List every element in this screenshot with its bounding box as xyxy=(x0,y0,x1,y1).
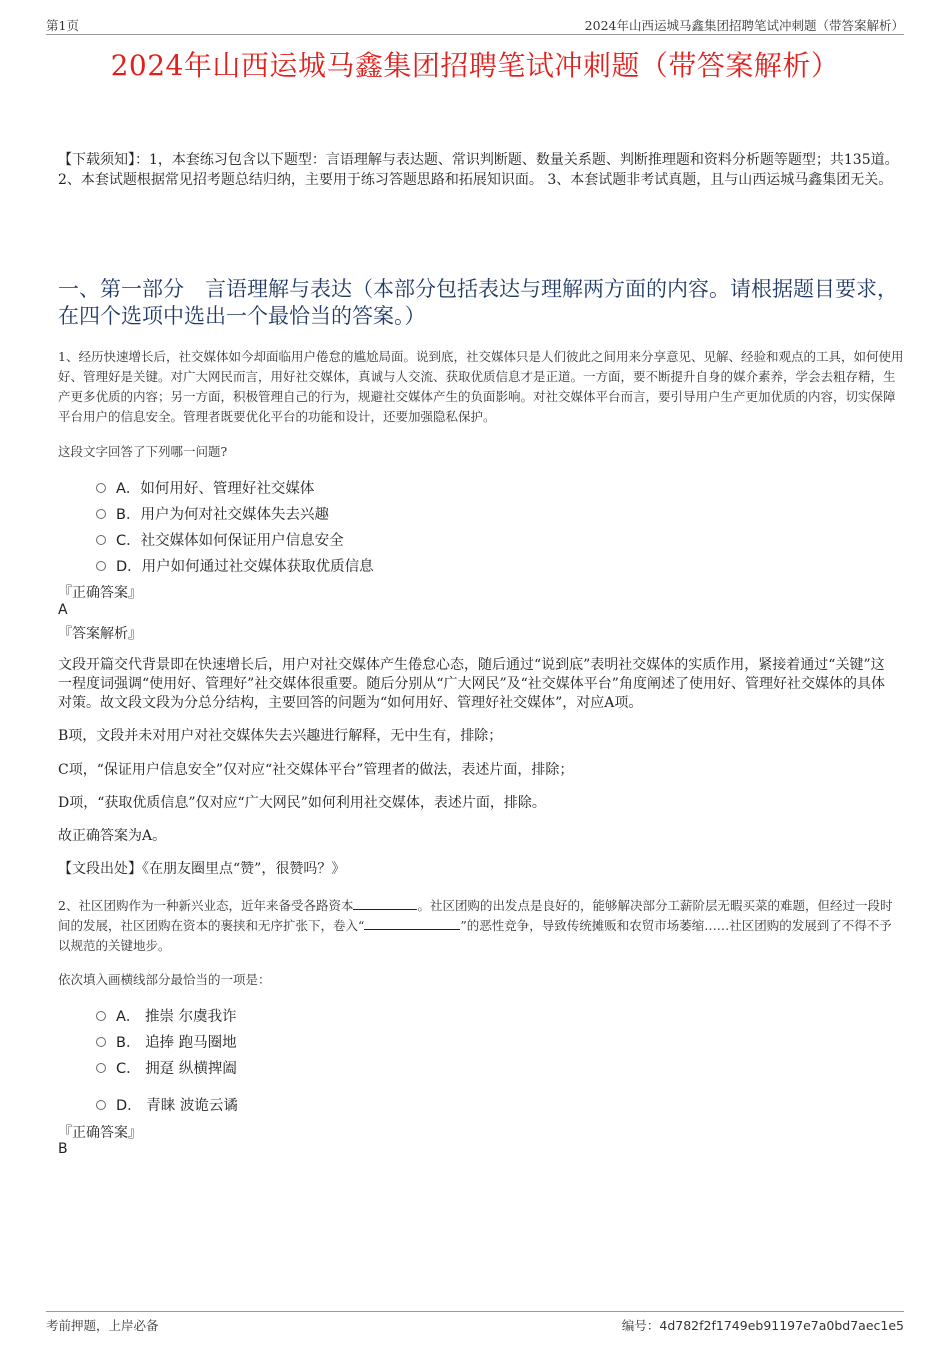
q2-option-d[interactable]: D． 青睐 波诡云谲 xyxy=(96,1094,238,1115)
radio-icon[interactable] xyxy=(96,483,106,493)
q1-text-source: 【文段出处】《在朋友圈里点“赞”，很赞吗？》 xyxy=(58,861,346,877)
radio-icon[interactable] xyxy=(96,535,106,545)
question-1-text: 1、经历快速增长后，社交媒体如今却面临用户倦怠的尴尬局面。说到底，社交媒体只是人们彼此之间用来分享意见、见解、经验和观点的工具，如何使用好、管理好是关键。对广大网民而言，用好社交媒体，真诚与人交流、获取优质信息才是正道。一方面，要不断提升自身的媒介素养，学会去粗存精，生产更多优质的内容；另一方面，积极管理自己的行为，规避社交媒体产生的负面影响。对社交媒体平台而言，要引导用户生产更加优质的内容，切实保障平台用户的信息安全。管理者既要优化平台的功能和设计，还要加强隐私保护。 xyxy=(58,349,904,424)
q1-answer-label: 『正确答案』 xyxy=(58,585,142,601)
q1-analysis-conclusion: 故正确答案为A。 xyxy=(58,828,167,844)
document-title: 2024年山西运城马鑫集团招聘笔试冲刺题（带答案解析） xyxy=(110,49,840,82)
question-1-prompt: 这段文字回答了下列哪一问题? xyxy=(58,444,228,459)
radio-icon[interactable] xyxy=(96,509,106,519)
radio-icon[interactable] xyxy=(96,1100,106,1110)
footer-code: 编号：4d782f2f1749eb91197e7a0bd7aec1e5 xyxy=(621,1318,904,1333)
page-footer xyxy=(46,1311,904,1332)
q2-answer-label: 『正确答案』 xyxy=(58,1125,142,1141)
q1-option-d[interactable]: D．用户如何通过社交媒体获取优质信息 xyxy=(96,555,374,576)
q1-option-c[interactable]: C．社交媒体如何保证用户信息安全 xyxy=(96,529,344,550)
q2-option-a[interactable]: A． 推崇 尔虞我诈 xyxy=(96,1005,237,1026)
q1-analysis-label: 『答案解析』 xyxy=(58,626,142,642)
q1-analysis-paragraph: 文段开篇交代背景即在快速增长后，用户对社交媒体产生倦怠心态，随后通过“说到底”表明社交媒体的实质作用，紧接着通过“关键”这一程度词强调“使用好、管理好”社交媒体很重要。随后分别从“广大网民”及“社交媒体平台”角度阐述了使用好、管理好社交媒体的具体对策。故文段文段为分总分结构，主要回答的问题为“如何用好、管理好社交媒体”，对应A项。 xyxy=(58,657,885,711)
q1-answer: A xyxy=(58,602,68,618)
page-header xyxy=(46,14,904,35)
q2-answer: B xyxy=(58,1141,68,1157)
fill-blank-1 xyxy=(353,897,417,910)
radio-icon[interactable] xyxy=(96,1011,106,1021)
page-number: 第1页 xyxy=(46,18,79,33)
q1-analysis-paragraph: B项，文段并未对用户对社交媒体失去兴趣进行解释，无中生有，排除； xyxy=(58,728,503,744)
footer-slogan: 考前押题，上岸必备 xyxy=(46,1318,159,1333)
q1-analysis-paragraph: C项，“保证用户信息安全”仅对应“社交媒体平台”管理者的做法，表述片面，排除； xyxy=(58,762,574,778)
q1-option-b[interactable]: B．用户为何对社交媒体失去兴趣 xyxy=(96,503,329,524)
q2-option-c[interactable]: C． 拥趸 纵横捭阖 xyxy=(96,1057,237,1078)
radio-icon[interactable] xyxy=(96,1037,106,1047)
q2-option-b[interactable]: B． 追捧 跑马圈地 xyxy=(96,1031,237,1052)
download-notice: 【下载须知】：1，本套练习包含以下题型：言语理解与表达题、常识判断题、数量关系题、判断推理题和资料分析题等题型；共135道。 2、本套试题根据常见招考题总结归纳，主要用于练习答题思路和拓展知识面。 3、本套试题非考试真题，且与山西运城马鑫集团无关。 xyxy=(58,152,899,188)
q1-option-a[interactable]: A．如何用好、管理好社交媒体 xyxy=(96,477,314,498)
header-doc-title: 2024年山西运城马鑫集团招聘笔试冲刺题（带答案解析） xyxy=(584,18,904,33)
question-2-prompt: 依次填入画横线部分最恰当的一项是： xyxy=(58,972,271,987)
q1-analysis-paragraph: D项，“获取优质信息”仅对应“广大网民”如何利用社交媒体，表述片面，排除。 xyxy=(58,795,546,811)
fill-blank-2 xyxy=(364,917,460,930)
question-2-text: 2、社区团购作为一种新兴业态，近年来备受各路资本 。社区团购的出发点是良好的，能够解决部分工薪阶层无暇买菜的难题，但经过一段时间的发展，社区团购在资本的裹挟和无序扩张下，卷入“ ”的恶性竞争，导致传统摊贩和农贸市场萎缩……社区团购的发展到了不得不予以规范的关键地步。 xyxy=(58,898,893,953)
section-heading: 一、第一部分 言语理解与表达（本部分包括表达与理解两方面的内容。请根据题目要求，在四个选项中选出一个最恰当的答案。） xyxy=(58,277,898,328)
radio-icon[interactable] xyxy=(96,1063,106,1073)
radio-icon[interactable] xyxy=(96,561,106,571)
